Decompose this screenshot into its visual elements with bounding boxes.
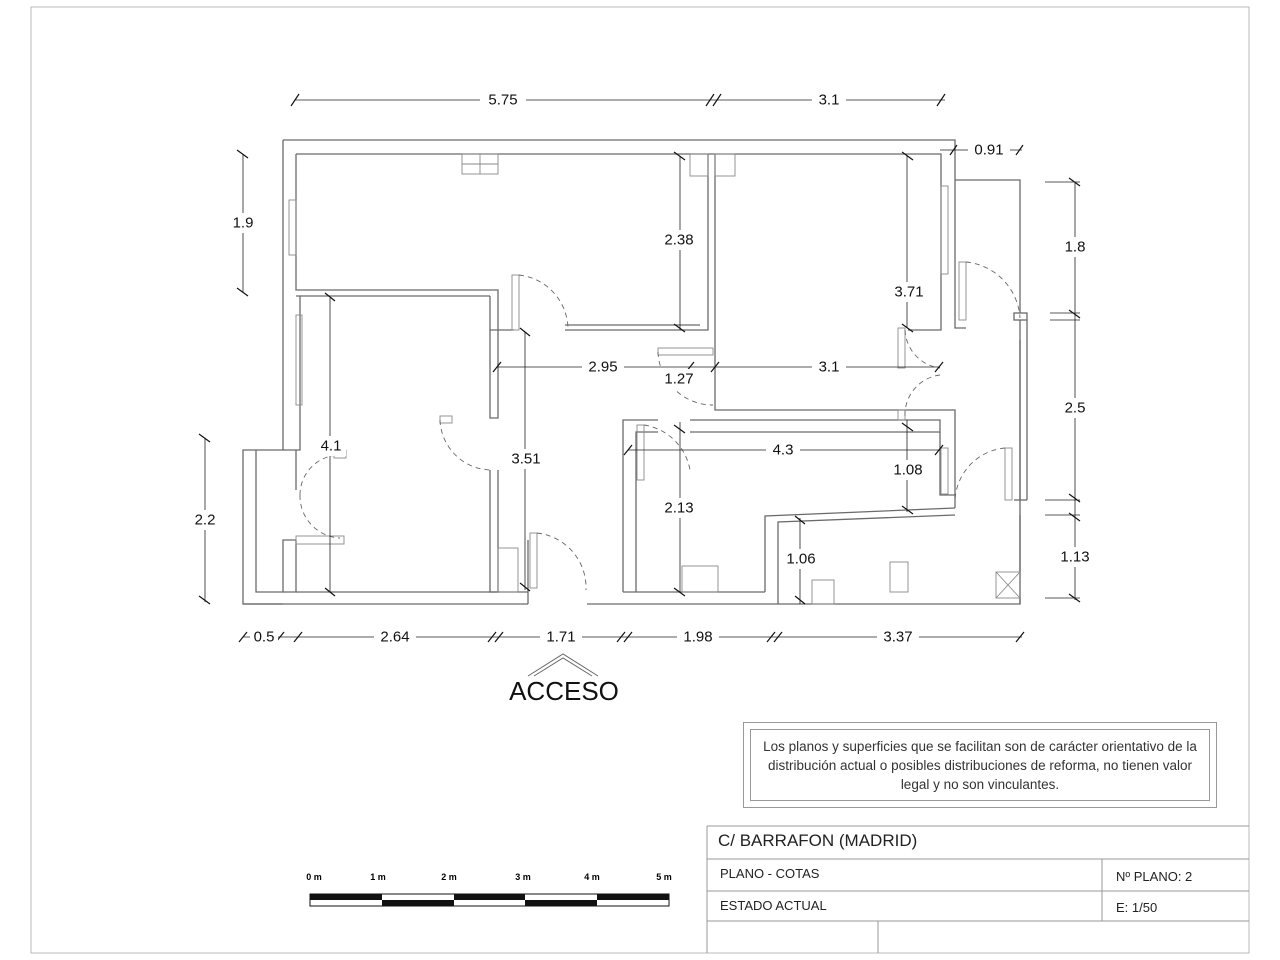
dim-right-upper: 1.8 xyxy=(1064,238,1086,256)
scale-bar xyxy=(306,872,672,906)
dim-room-e-small: 1.06 xyxy=(786,550,816,568)
dim-bottom-3: 1.71 xyxy=(546,628,576,646)
scale-label-2: 2 m xyxy=(441,872,457,882)
disclaimer-box xyxy=(743,722,1217,808)
dim-corridor-left: 2.95 xyxy=(588,358,618,376)
dim-bottom-1: 0.5 xyxy=(253,628,275,646)
dim-right-middle: 2.5 xyxy=(1064,399,1086,417)
dim-room-d-small: 1.08 xyxy=(893,461,923,479)
title-state: ESTADO ACTUAL xyxy=(720,898,827,913)
dim-hall-height: 3.51 xyxy=(511,450,541,468)
dim-left-upper: 1.9 xyxy=(232,214,254,232)
walls xyxy=(243,140,1027,604)
disclaimer-text: Los planos y superficies que se facilitan son de carácter orientativo de la distribución actual o posibles distribuciones de reforma, no tienen valor legal y no son vinculantes. xyxy=(750,729,1210,801)
title-plan-number: Nº PLANO: 2 xyxy=(1116,869,1193,884)
dim-room-a-height: 2.38 xyxy=(664,231,694,249)
dimension-labels xyxy=(188,90,1096,647)
dim-room-c-height: 4.1 xyxy=(320,437,342,455)
dim-room-b-height: 3.71 xyxy=(894,283,924,301)
dimension-lines xyxy=(199,91,1080,642)
dim-bottom-4: 1.98 xyxy=(683,628,713,646)
scale-label-1: 1 m xyxy=(370,872,386,882)
scale-label-5: 5 m xyxy=(656,872,672,882)
dim-left-lower: 2.2 xyxy=(194,511,216,529)
dim-right-lower: 1.13 xyxy=(1060,548,1090,566)
dim-room-d-width: 4.3 xyxy=(772,441,794,459)
dim-bottom-2: 2.64 xyxy=(380,628,410,646)
dim-top-far-right: 0.91 xyxy=(974,141,1004,159)
dim-room-d-height: 2.13 xyxy=(664,499,694,517)
scale-label-0: 0 m xyxy=(306,872,322,882)
dim-corridor-right: 3.1 xyxy=(818,358,840,376)
scale-label-3: 3 m xyxy=(515,872,531,882)
fixtures xyxy=(462,154,1020,604)
dim-top-left: 5.75 xyxy=(488,91,518,109)
scale-label-4: 4 m xyxy=(584,872,600,882)
dim-corridor-mid: 1.27 xyxy=(664,370,694,388)
door-swings xyxy=(296,262,1020,590)
access-label: ACCESO xyxy=(509,676,619,706)
title-scale: E: 1/50 xyxy=(1116,900,1158,915)
dim-top-right: 3.1 xyxy=(818,91,840,109)
title-address: C/ BARRAFON (MADRID) xyxy=(718,831,918,850)
title-plan-type: PLANO - COTAS xyxy=(720,866,820,881)
dim-bottom-5: 3.37 xyxy=(883,628,913,646)
windows xyxy=(289,186,948,494)
